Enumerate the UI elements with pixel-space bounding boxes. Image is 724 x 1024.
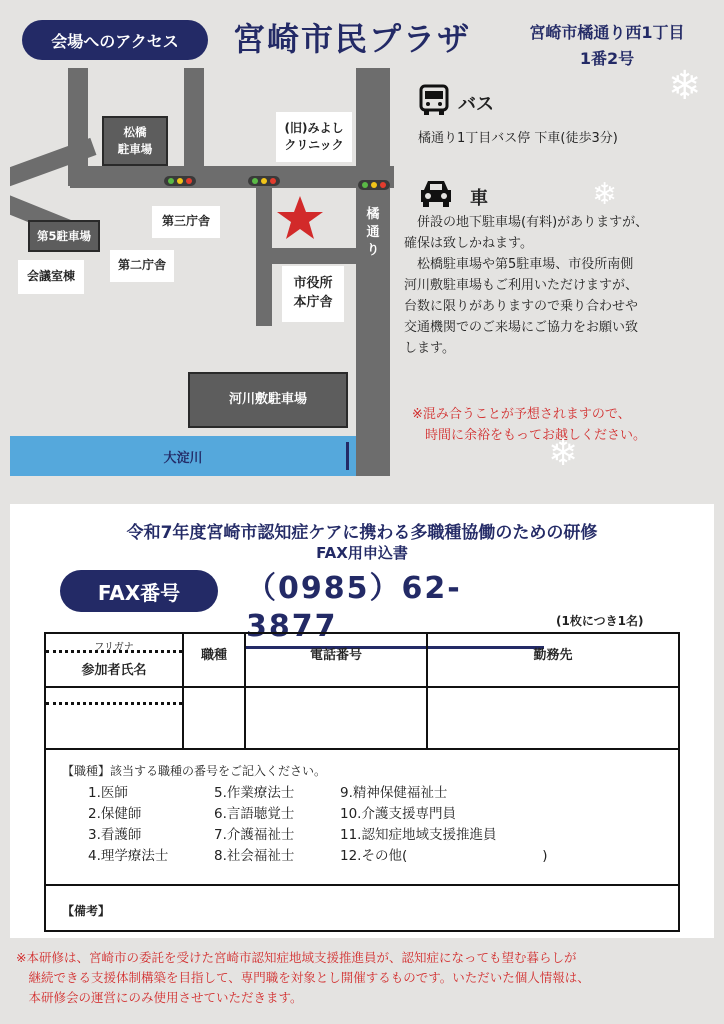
furigana-label: フリガナ: [46, 638, 182, 653]
traffic-signal-icon: [358, 180, 390, 190]
clinic-line1: (旧)みよし: [284, 120, 344, 135]
footer-line: 本研修会の運営にのみ使用させていただきます。: [16, 990, 303, 1005]
tachibana-street-label: [360, 206, 386, 260]
bus-title: バス: [458, 94, 494, 115]
car-line: 併設の地下駐車場(有料)がありますが、: [404, 215, 649, 230]
name-header-cell: [45, 633, 183, 687]
riverbed-parking: 河川敷駐車場: [188, 372, 348, 428]
car-line: 河川敷駐車場もご利用いただけますが、: [404, 278, 639, 293]
car-line: 松橋駐車場や第5駐車場、市役所南側: [404, 257, 634, 272]
bus-text: 橘通り1丁目バス停 下車(徒歩3分): [418, 131, 618, 146]
tachibana-char-1: 橘: [366, 207, 380, 222]
form-title: 令和7年度宮崎市認知症ケアに携わる多職種協働のための研修: [126, 523, 598, 543]
job-item: 11.認知症地域支援推進員: [340, 827, 497, 843]
name-label: 参加者氏名: [81, 663, 147, 678]
footer-note: [16, 948, 716, 1008]
job-row: [88, 783, 548, 804]
snowflake-icon: ❄: [548, 433, 579, 474]
matsubashi-parking: [102, 116, 168, 166]
access-badge: 会場へのアクセス: [22, 20, 208, 60]
venue-star-icon: [276, 194, 324, 242]
workplace-header: 勤務先: [427, 633, 679, 687]
phone-header: 電話番号: [245, 633, 427, 687]
job-item: 6.言語聴覚士: [214, 806, 295, 822]
river: 大淀川: [10, 436, 356, 476]
car-line: 交通機関でのご来場にご協力をお願い致: [404, 320, 639, 335]
job-item: 9.精神保健福祉士: [340, 785, 448, 801]
snowflake-icon: ❄: [668, 63, 702, 109]
job-list-cell: [45, 749, 679, 885]
tachibana-char-2: 通: [366, 225, 380, 240]
per-sheet-note: (1枚につき1名): [556, 614, 644, 628]
matsubashi-parking-line2: 駐車場: [117, 142, 153, 156]
congestion-note: [412, 404, 646, 446]
car-line: 台数に限りがありますので乗り合わせや: [404, 299, 639, 314]
job-row: [88, 846, 548, 867]
tachibana-char-3: り: [366, 243, 380, 258]
job-item: 4.理学療法士: [88, 848, 169, 864]
road-tachibana: [356, 68, 390, 476]
furigana-dotted-line: [46, 702, 182, 705]
job-item: 3.看護師: [88, 827, 142, 843]
address-line-1: 宮崎市橘通り西1丁目: [529, 23, 685, 42]
fax-number[interactable]: （0985）62-3877: [246, 570, 544, 649]
car-text: [404, 212, 716, 359]
road-middle: [184, 68, 204, 168]
road-cityhall-branch: [256, 248, 356, 264]
daini-chosha: 第二庁舎: [110, 250, 174, 282]
city-hall-line2: 本庁舎: [293, 295, 333, 310]
kaigishitsu: 会議室棟: [18, 260, 84, 294]
application-table: [44, 632, 680, 932]
river-marker: [346, 442, 349, 470]
job-item: 7.介護福祉士: [214, 827, 295, 843]
car-line: 確保は致しかねます。: [404, 236, 533, 251]
access-map: [10, 68, 394, 476]
form-panel: [10, 504, 714, 938]
job-item: 12.その他( ): [340, 848, 548, 864]
snowflake-icon: ❄: [592, 177, 618, 212]
job-row: [88, 825, 548, 846]
job-item: 5.作業療法士: [214, 785, 295, 801]
city-hall: [282, 266, 344, 322]
job-header: 職種: [183, 633, 245, 687]
job-item: 1.医師: [88, 785, 128, 801]
job-item: 2.保健師: [88, 806, 142, 822]
job-item: 10.介護支援専門員: [340, 806, 456, 822]
bus-icon: [418, 84, 450, 116]
footer-line: ※本研修は、宮崎市の委託を受けた宮崎市認知症地域支援推進員が、認知症になっても望む暮らしが: [16, 950, 577, 965]
car-icon: [418, 178, 454, 208]
footer-line: 継続できる支援体制構築を目指して、専門職を対象とし開催するものです。いただいた個人情報は、: [16, 970, 590, 985]
name-input-cell[interactable]: [45, 687, 183, 749]
city-hall-line1: 市役所: [293, 276, 333, 292]
matsubashi-parking-line1: 松橋: [123, 125, 147, 140]
venue-title: 宮崎市民プラザ: [233, 20, 472, 58]
job-item: 8.社会福祉士: [214, 848, 295, 864]
daisan-chosha: 第三庁舎: [152, 206, 220, 238]
job-note: 【職種】該当する職種の番号をご記入ください。: [62, 764, 327, 778]
job-input-cell[interactable]: [183, 687, 245, 749]
road-main: [70, 166, 394, 188]
workplace-input-cell[interactable]: [427, 687, 679, 749]
car-line: します。: [404, 341, 455, 356]
fax-label: FAX番号: [60, 570, 218, 612]
job-list: [88, 783, 548, 867]
job-row: [88, 804, 548, 825]
traffic-signal-icon: [248, 176, 280, 186]
form-subtitle: FAX用申込書: [316, 544, 408, 562]
phone-input-cell[interactable]: [245, 687, 427, 749]
address-line-2: 1番2号: [579, 49, 635, 68]
road-left: [68, 68, 88, 186]
remarks-cell[interactable]: 【備考】: [45, 885, 679, 931]
note-line: 時間に余裕をもってお越しください。: [412, 428, 647, 443]
clinic-label: [276, 112, 352, 162]
car-title: 車: [470, 188, 488, 209]
clinic-line2: クリニック: [284, 138, 344, 152]
parking-5: 第5駐車場: [28, 220, 100, 252]
note-line: ※混み合うことが予想されますので、: [412, 407, 631, 422]
traffic-signal-icon: [164, 176, 196, 186]
